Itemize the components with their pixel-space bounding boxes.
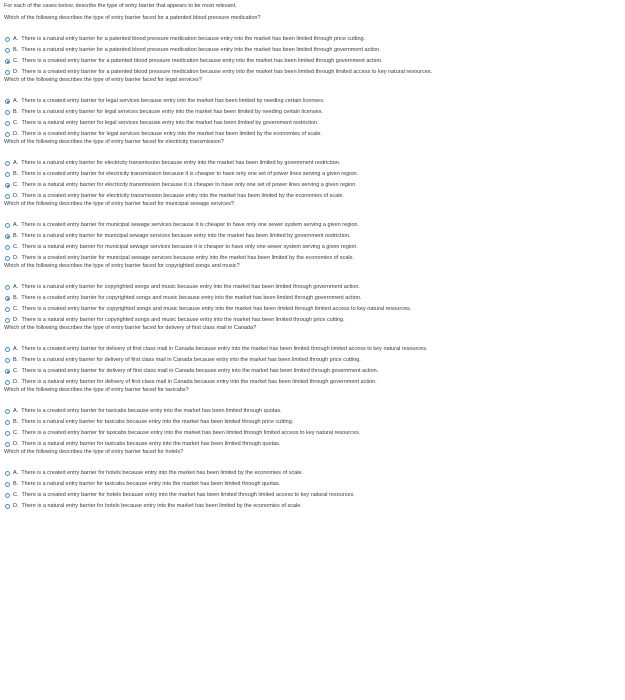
- option-text: There is a created entry barrier for municipal sewage services because entry into the market has been limited by the economies of scale.: [21, 254, 355, 261]
- question-block: [4, 202, 620, 264]
- answer-option[interactable]: [4, 417, 620, 428]
- option-text: There is a created entry barrier for municipal sewage services because it is cheaper to have only one sewer system serving a given region.: [21, 221, 360, 228]
- option-text: There is a created entry barrier for electricity transmission because it is cheaper to have only one set of power lines serving a given region.: [21, 170, 359, 177]
- option-text: There is a natural entry barrier for copyrighted songs and music because entry into the market has been limited through price cutting.: [21, 316, 345, 323]
- option-text: There is a natural entry barrier for taxicabs because entry into the market has been limited through quotas.: [21, 440, 281, 447]
- option-letter: C.: [13, 181, 19, 188]
- option-letter: A.: [13, 97, 19, 104]
- radio-button[interactable]: [5, 442, 10, 447]
- option-letter: D.: [13, 502, 19, 509]
- radio-button[interactable]: [5, 296, 10, 301]
- answer-option[interactable]: [4, 45, 620, 56]
- option-text: There is a created entry barrier for copyrighted songs and music because entry into the market has been limited through limited access to key natural resources.: [21, 305, 412, 312]
- radio-button[interactable]: [5, 245, 10, 250]
- option-letter: D.: [13, 68, 19, 75]
- question-prompt: Which of the following describes the type of entry barrier faced for delivery of first class mail in Canada?: [4, 325, 257, 331]
- question-block: [4, 78, 620, 140]
- option-text: There is a created entry barrier for legal services because entry into the market has been limited by the economies of scale.: [21, 130, 323, 137]
- answer-options: [4, 468, 620, 512]
- answer-option[interactable]: [4, 180, 620, 191]
- radio-button[interactable]: [5, 471, 10, 476]
- answer-option[interactable]: [4, 479, 620, 490]
- answer-option[interactable]: [4, 344, 620, 355]
- radio-button[interactable]: [5, 223, 10, 228]
- option-letter: B.: [13, 294, 19, 301]
- option-letter: C.: [13, 243, 19, 250]
- question-prompt: Which of the following describes the type of entry barrier faced for municipal sewage services?: [4, 201, 234, 207]
- radio-button[interactable]: [5, 234, 10, 239]
- option-text: There is a natural entry barrier for copyrighted songs and music because entry into the market has been limited through government action.: [21, 283, 360, 290]
- question-block: [4, 16, 620, 78]
- option-text: There is a natural entry barrier for electricity transmission because it is cheaper to have only one set of power lines serving a given region.: [21, 181, 357, 188]
- radio-button[interactable]: [5, 380, 10, 385]
- question-block: [4, 326, 620, 388]
- radio-button[interactable]: [5, 132, 10, 137]
- option-text: There is a natural entry barrier for municipal sewage services because entry into the market has been limited by government restriction.: [21, 232, 351, 239]
- option-text: There is a created entry barrier for taxicabs because entry into the market has been limited through quotas.: [21, 407, 282, 414]
- answer-option[interactable]: [4, 34, 620, 45]
- option-text: There is a created entry barrier for delivery of first class mail in Canada because entry into the market has been limited through limited access to key natural resources.: [21, 345, 428, 352]
- question-block: [4, 388, 620, 450]
- option-text: There is a natural entry barrier for taxicabs because entry into the market has been limited through quotas.: [21, 480, 281, 487]
- page: [4, 4, 620, 512]
- answer-option[interactable]: [4, 242, 620, 253]
- option-letter: B.: [13, 170, 19, 177]
- option-letter: A.: [13, 159, 19, 166]
- answer-option[interactable]: [4, 282, 620, 293]
- option-text: There is a created entry barrier for a patented blood pressure medication because entry into the market has been limited through government action.: [21, 57, 383, 64]
- radio-button[interactable]: [5, 285, 10, 290]
- option-letter: B.: [13, 418, 19, 425]
- question-block: [4, 264, 620, 326]
- answer-options: [4, 282, 620, 326]
- answer-option[interactable]: [4, 169, 620, 180]
- radio-button[interactable]: [5, 70, 10, 75]
- answer-option[interactable]: [4, 107, 620, 118]
- radio-button[interactable]: [5, 420, 10, 425]
- option-letter: A.: [13, 345, 19, 352]
- answer-options: [4, 34, 620, 78]
- option-letter: D.: [13, 254, 19, 261]
- radio-button[interactable]: [5, 256, 10, 261]
- option-text: There is a natural entry barrier for delivery of first class mail in Canada because entry into the market has been limited through price cutting.: [21, 356, 361, 363]
- answer-option[interactable]: [4, 366, 620, 377]
- question-prompt: Which of the following describes the type of entry barrier faced for taxicabs?: [4, 387, 189, 393]
- option-letter: A.: [13, 469, 19, 476]
- question-prompt: Which of the following describes the type of entry barrier faced for hotels?: [4, 449, 184, 455]
- radio-button[interactable]: [5, 358, 10, 363]
- option-text: There is a natural entry barrier for taxicabs because entry into the market has been limited through price cutting.: [21, 418, 294, 425]
- option-text: There is a natural entry barrier for delivery of first class mail in Canada because entry into the market has been limited through government action.: [21, 378, 377, 385]
- radio-button[interactable]: [5, 504, 10, 509]
- option-text: There is a created entry barrier for copyrighted songs and music because entry into the market has been limited through government action.: [21, 294, 362, 301]
- question-prompt: Which of the following describes the type of entry barrier faced for a patented blood pressure medication?: [4, 15, 261, 21]
- option-text: There is a created entry barrier for taxicabs because entry into the market has been limited through limited access to key natural resources.: [21, 429, 361, 436]
- radio-button[interactable]: [5, 110, 10, 115]
- option-letter: A.: [13, 35, 19, 42]
- option-text: There is a natural entry barrier for legal services because entry into the market has been limited by needing certain licenses.: [21, 108, 323, 115]
- option-text: There is a created entry barrier for a patented blood pressure medication because entry into the market has been limited through limited access to key natural resources.: [21, 68, 433, 75]
- answer-options: [4, 406, 620, 450]
- question-prompt: Which of the following describes the type of entry barrier faced for copyrighted songs and music?: [4, 263, 240, 269]
- option-text: There is a created entry barrier for electricity transmission because entry into the market has been limited by the economies of scale.: [21, 192, 345, 199]
- option-text: There is a created entry barrier for delivery of first class mail in Canada because entry into the market has been limited through government action.: [21, 367, 379, 374]
- option-letter: C.: [13, 57, 19, 64]
- answer-option[interactable]: [4, 220, 620, 231]
- option-letter: D.: [13, 378, 19, 385]
- answer-options: [4, 220, 620, 264]
- answer-option[interactable]: [4, 406, 620, 417]
- option-text: There is a natural entry barrier for hotels because entry into the market has been limited by the economies of scale.: [21, 502, 302, 509]
- option-letter: D.: [13, 440, 19, 447]
- option-letter: A.: [13, 221, 19, 228]
- radio-button[interactable]: [5, 347, 10, 352]
- question-prompt: Which of the following describes the type of entry barrier faced for legal services?: [4, 77, 202, 83]
- answer-options: [4, 158, 620, 202]
- radio-button[interactable]: [5, 307, 10, 312]
- option-letter: A.: [13, 283, 19, 290]
- option-letter: B.: [13, 108, 19, 115]
- option-letter: D.: [13, 130, 19, 137]
- radio-button[interactable]: [5, 493, 10, 498]
- radio-button[interactable]: [5, 183, 10, 188]
- option-letter: C.: [13, 305, 19, 312]
- option-letter: C.: [13, 367, 19, 374]
- answer-options: [4, 96, 620, 140]
- answer-option[interactable]: [4, 56, 620, 67]
- radio-button[interactable]: [5, 48, 10, 53]
- question-block: [4, 140, 620, 202]
- radio-button[interactable]: [5, 409, 10, 414]
- option-letter: B.: [13, 480, 19, 487]
- option-letter: D.: [13, 192, 19, 199]
- option-text: There is a created entry barrier for legal services because entry into the market has been limited by needing certain licenses.: [21, 97, 325, 104]
- option-text: There is a natural entry barrier for municipal sewage services because it is cheaper to have only one sewer system serving a given region.: [21, 243, 358, 250]
- radio-button[interactable]: [5, 431, 10, 436]
- answer-options: [4, 344, 620, 388]
- option-text: There is a natural entry barrier for a patented blood pressure medication because entry into the market has been limited through government action.: [21, 46, 381, 53]
- answer-option[interactable]: [4, 468, 620, 479]
- radio-button[interactable]: [5, 37, 10, 42]
- option-text: There is a natural entry barrier for electricity transmission because entry into the market has been limited by government restriction.: [21, 159, 341, 166]
- answer-option[interactable]: [4, 304, 620, 315]
- answer-option[interactable]: [4, 118, 620, 129]
- radio-button[interactable]: [5, 99, 10, 104]
- radio-button[interactable]: [5, 161, 10, 166]
- radio-button[interactable]: [5, 121, 10, 126]
- answer-option[interactable]: [4, 355, 620, 366]
- instructions-text: For each of the cases below, describe the type of entry barrier that appears to be most relevant.: [4, 3, 237, 9]
- answer-option[interactable]: [4, 158, 620, 169]
- option-letter: C.: [13, 491, 19, 498]
- answer-option[interactable]: [4, 96, 620, 107]
- question-list: [4, 16, 620, 512]
- radio-button[interactable]: [5, 59, 10, 64]
- option-text: There is a natural entry barrier for a patented blood pressure medication because entry into the market has been limited through price cutting.: [21, 35, 366, 42]
- option-text: There is a natural entry barrier for legal services because entry into the market has been limited by government restriction.: [21, 119, 319, 126]
- question-prompt: Which of the following describes the type of entry barrier faced for electricity transmission?: [4, 139, 224, 145]
- option-letter: B.: [13, 232, 19, 239]
- option-text: There is a created entry barrier for hotels because entry into the market has been limited through limited access to key natural resources.: [21, 491, 355, 498]
- question-block: [4, 450, 620, 512]
- answer-option[interactable]: [4, 490, 620, 501]
- option-letter: A.: [13, 407, 19, 414]
- option-letter: C.: [13, 119, 19, 126]
- option-letter: B.: [13, 356, 19, 363]
- option-letter: D.: [13, 316, 19, 323]
- option-letter: C.: [13, 429, 19, 436]
- answer-option[interactable]: [4, 231, 620, 242]
- radio-button[interactable]: [5, 482, 10, 487]
- radio-button[interactable]: [5, 318, 10, 323]
- answer-option[interactable]: [4, 501, 620, 512]
- answer-option[interactable]: [4, 428, 620, 439]
- radio-button[interactable]: [5, 172, 10, 177]
- answer-option[interactable]: [4, 293, 620, 304]
- option-text: There is a created entry barrier for hotels because entry into the market has been limited by the economies of scale.: [21, 469, 304, 476]
- radio-button[interactable]: [5, 194, 10, 199]
- radio-button[interactable]: [5, 369, 10, 374]
- option-letter: B.: [13, 46, 19, 53]
